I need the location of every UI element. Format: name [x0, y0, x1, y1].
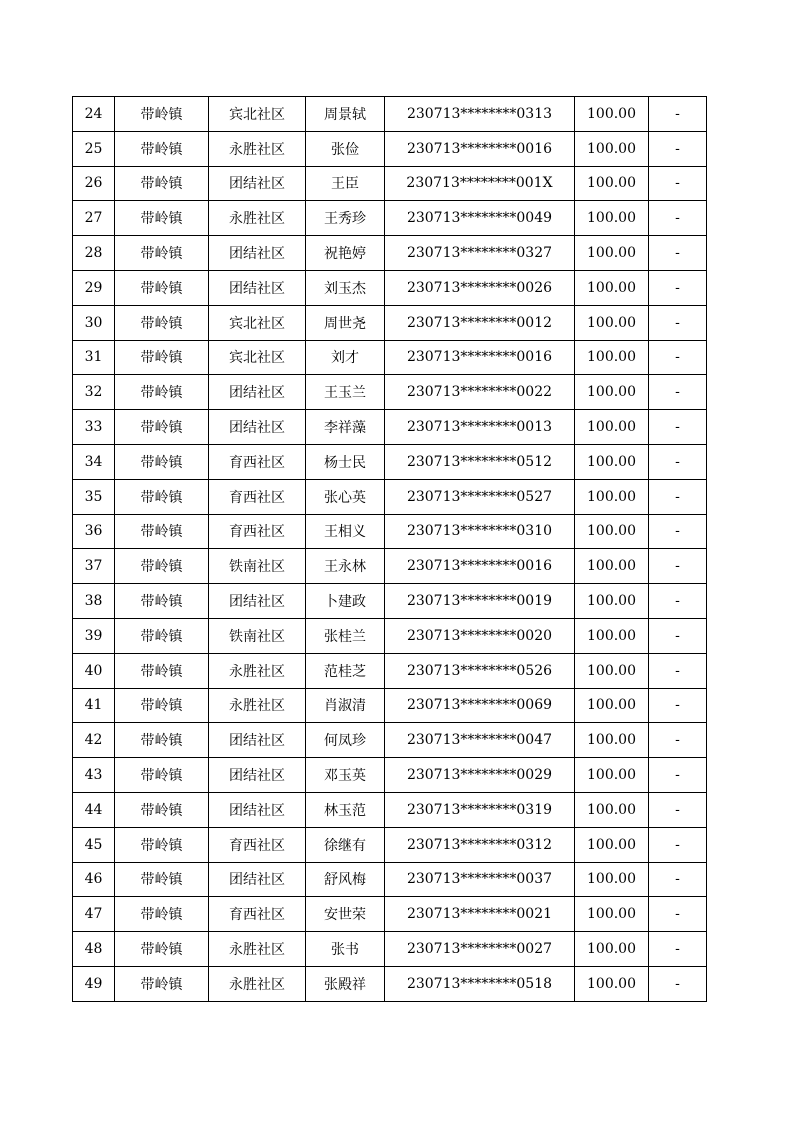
subsidy-roster-table: [72, 96, 707, 1002]
name-cell: 林玉范: [306, 792, 385, 827]
id-number-cell: 230713********0020: [385, 618, 575, 653]
community-cell: 团结社区: [209, 166, 306, 201]
row-number: 28: [73, 236, 115, 271]
table-row: [73, 688, 707, 723]
table-row: [73, 444, 707, 479]
table-row: [73, 966, 707, 1001]
community-cell: 团结社区: [209, 410, 306, 445]
community-cell: 团结社区: [209, 723, 306, 758]
row-number: 29: [73, 270, 115, 305]
row-number: 25: [73, 131, 115, 166]
row-number: 36: [73, 514, 115, 549]
community-cell: 育西社区: [209, 444, 306, 479]
table-row: [73, 479, 707, 514]
row-number: 24: [73, 97, 115, 132]
remark-cell: -: [649, 758, 707, 793]
amount-cell: 100.00: [575, 410, 649, 445]
row-number: 47: [73, 897, 115, 932]
remark-cell: -: [649, 166, 707, 201]
row-number: 44: [73, 792, 115, 827]
id-number-cell: 230713********0069: [385, 688, 575, 723]
town-cell: 带岭镇: [115, 584, 209, 619]
amount-cell: 100.00: [575, 514, 649, 549]
id-number-cell: 230713********0021: [385, 897, 575, 932]
id-number-cell: 230713********0019: [385, 584, 575, 619]
row-number: 33: [73, 410, 115, 445]
town-cell: 带岭镇: [115, 410, 209, 445]
id-number-cell: 230713********0047: [385, 723, 575, 758]
remark-cell: -: [649, 723, 707, 758]
remark-cell: -: [649, 444, 707, 479]
table-row: [73, 549, 707, 584]
roster-body: [73, 97, 707, 1002]
remark-cell: -: [649, 305, 707, 340]
row-number: 32: [73, 375, 115, 410]
id-number-cell: 230713********0029: [385, 758, 575, 793]
remark-cell: -: [649, 375, 707, 410]
town-cell: 带岭镇: [115, 444, 209, 479]
community-cell: 永胜社区: [209, 653, 306, 688]
remark-cell: -: [649, 897, 707, 932]
name-cell: 王秀珍: [306, 201, 385, 236]
name-cell: 祝艳婷: [306, 236, 385, 271]
remark-cell: -: [649, 340, 707, 375]
town-cell: 带岭镇: [115, 827, 209, 862]
community-cell: 育西社区: [209, 514, 306, 549]
amount-cell: 100.00: [575, 618, 649, 653]
town-cell: 带岭镇: [115, 653, 209, 688]
id-number-cell: 230713********0310: [385, 514, 575, 549]
row-number: 41: [73, 688, 115, 723]
id-number-cell: 230713********0012: [385, 305, 575, 340]
remark-cell: -: [649, 932, 707, 967]
id-number-cell: 230713********0016: [385, 131, 575, 166]
id-number-cell: 230713********0013: [385, 410, 575, 445]
table-row: [73, 653, 707, 688]
town-cell: 带岭镇: [115, 479, 209, 514]
row-number: 42: [73, 723, 115, 758]
amount-cell: 100.00: [575, 97, 649, 132]
name-cell: 舒风梅: [306, 862, 385, 897]
name-cell: 王臣: [306, 166, 385, 201]
name-cell: 徐继有: [306, 827, 385, 862]
id-number-cell: 230713********0518: [385, 966, 575, 1001]
community-cell: 育西社区: [209, 897, 306, 932]
name-cell: 刘才: [306, 340, 385, 375]
row-number: 34: [73, 444, 115, 479]
table-row: [73, 932, 707, 967]
amount-cell: 100.00: [575, 792, 649, 827]
remark-cell: -: [649, 584, 707, 619]
community-cell: 团结社区: [209, 584, 306, 619]
id-number-cell: 230713********0037: [385, 862, 575, 897]
table-row: [73, 410, 707, 445]
remark-cell: -: [649, 131, 707, 166]
row-number: 27: [73, 201, 115, 236]
table-row: [73, 514, 707, 549]
town-cell: 带岭镇: [115, 270, 209, 305]
amount-cell: 100.00: [575, 166, 649, 201]
table-row: [73, 897, 707, 932]
amount-cell: 100.00: [575, 758, 649, 793]
community-cell: 团结社区: [209, 862, 306, 897]
town-cell: 带岭镇: [115, 305, 209, 340]
id-number-cell: 230713********001X: [385, 166, 575, 201]
row-number: 38: [73, 584, 115, 619]
community-cell: 团结社区: [209, 236, 306, 271]
row-number: 49: [73, 966, 115, 1001]
id-number-cell: 230713********0016: [385, 549, 575, 584]
community-cell: 永胜社区: [209, 966, 306, 1001]
table-row: [73, 305, 707, 340]
community-cell: 铁南社区: [209, 549, 306, 584]
community-cell: 永胜社区: [209, 131, 306, 166]
remark-cell: -: [649, 688, 707, 723]
id-number-cell: 230713********0327: [385, 236, 575, 271]
name-cell: 王永林: [306, 549, 385, 584]
table-row: [73, 792, 707, 827]
town-cell: 带岭镇: [115, 688, 209, 723]
remark-cell: -: [649, 479, 707, 514]
remark-cell: -: [649, 514, 707, 549]
amount-cell: 100.00: [575, 897, 649, 932]
remark-cell: -: [649, 270, 707, 305]
amount-cell: 100.00: [575, 827, 649, 862]
remark-cell: -: [649, 827, 707, 862]
remark-cell: -: [649, 792, 707, 827]
name-cell: 王玉兰: [306, 375, 385, 410]
town-cell: 带岭镇: [115, 792, 209, 827]
town-cell: 带岭镇: [115, 514, 209, 549]
row-number: 35: [73, 479, 115, 514]
remark-cell: -: [649, 410, 707, 445]
name-cell: 安世荣: [306, 897, 385, 932]
community-cell: 团结社区: [209, 792, 306, 827]
table-row: [73, 584, 707, 619]
remark-cell: -: [649, 966, 707, 1001]
name-cell: 范桂芝: [306, 653, 385, 688]
name-cell: 张殿祥: [306, 966, 385, 1001]
row-number: 31: [73, 340, 115, 375]
amount-cell: 100.00: [575, 932, 649, 967]
community-cell: 永胜社区: [209, 201, 306, 236]
row-number: 30: [73, 305, 115, 340]
id-number-cell: 230713********0022: [385, 375, 575, 410]
remark-cell: -: [649, 236, 707, 271]
id-number-cell: 230713********0026: [385, 270, 575, 305]
table-row: [73, 270, 707, 305]
row-number: 40: [73, 653, 115, 688]
community-cell: 育西社区: [209, 479, 306, 514]
id-number-cell: 230713********0049: [385, 201, 575, 236]
table-row: [73, 166, 707, 201]
id-number-cell: 230713********0527: [385, 479, 575, 514]
amount-cell: 100.00: [575, 862, 649, 897]
community-cell: 育西社区: [209, 827, 306, 862]
name-cell: 张俭: [306, 131, 385, 166]
id-number-cell: 230713********0512: [385, 444, 575, 479]
town-cell: 带岭镇: [115, 340, 209, 375]
table-row: [73, 201, 707, 236]
name-cell: 肖淑清: [306, 688, 385, 723]
town-cell: 带岭镇: [115, 201, 209, 236]
amount-cell: 100.00: [575, 479, 649, 514]
amount-cell: 100.00: [575, 375, 649, 410]
town-cell: 带岭镇: [115, 549, 209, 584]
name-cell: 杨士民: [306, 444, 385, 479]
amount-cell: 100.00: [575, 653, 649, 688]
name-cell: 刘玉杰: [306, 270, 385, 305]
remark-cell: -: [649, 653, 707, 688]
town-cell: 带岭镇: [115, 618, 209, 653]
amount-cell: 100.00: [575, 340, 649, 375]
row-number: 43: [73, 758, 115, 793]
id-number-cell: 230713********0526: [385, 653, 575, 688]
table-row: [73, 236, 707, 271]
community-cell: 团结社区: [209, 375, 306, 410]
community-cell: 宾北社区: [209, 340, 306, 375]
table-row: [73, 862, 707, 897]
name-cell: 卜建政: [306, 584, 385, 619]
remark-cell: -: [649, 618, 707, 653]
name-cell: 张书: [306, 932, 385, 967]
amount-cell: 100.00: [575, 688, 649, 723]
name-cell: 王相义: [306, 514, 385, 549]
row-number: 48: [73, 932, 115, 967]
amount-cell: 100.00: [575, 584, 649, 619]
id-number-cell: 230713********0313: [385, 97, 575, 132]
id-number-cell: 230713********0027: [385, 932, 575, 967]
row-number: 26: [73, 166, 115, 201]
row-number: 45: [73, 827, 115, 862]
town-cell: 带岭镇: [115, 131, 209, 166]
name-cell: 张心英: [306, 479, 385, 514]
community-cell: 永胜社区: [209, 688, 306, 723]
remark-cell: -: [649, 862, 707, 897]
town-cell: 带岭镇: [115, 897, 209, 932]
name-cell: 张桂兰: [306, 618, 385, 653]
amount-cell: 100.00: [575, 236, 649, 271]
table-row: [73, 827, 707, 862]
community-cell: 永胜社区: [209, 932, 306, 967]
town-cell: 带岭镇: [115, 862, 209, 897]
town-cell: 带岭镇: [115, 166, 209, 201]
remark-cell: -: [649, 549, 707, 584]
town-cell: 带岭镇: [115, 932, 209, 967]
id-number-cell: 230713********0312: [385, 827, 575, 862]
amount-cell: 100.00: [575, 131, 649, 166]
community-cell: 铁南社区: [209, 618, 306, 653]
table-row: [73, 758, 707, 793]
amount-cell: 100.00: [575, 444, 649, 479]
name-cell: 周世尧: [306, 305, 385, 340]
town-cell: 带岭镇: [115, 97, 209, 132]
remark-cell: -: [649, 201, 707, 236]
community-cell: 宾北社区: [209, 305, 306, 340]
table-row: [73, 131, 707, 166]
table-row: [73, 375, 707, 410]
amount-cell: 100.00: [575, 201, 649, 236]
amount-cell: 100.00: [575, 305, 649, 340]
amount-cell: 100.00: [575, 549, 649, 584]
table-row: [73, 618, 707, 653]
amount-cell: 100.00: [575, 270, 649, 305]
community-cell: 团结社区: [209, 270, 306, 305]
name-cell: 何凤珍: [306, 723, 385, 758]
table-row: [73, 340, 707, 375]
remark-cell: -: [649, 97, 707, 132]
table-row: [73, 97, 707, 132]
town-cell: 带岭镇: [115, 758, 209, 793]
id-number-cell: 230713********0319: [385, 792, 575, 827]
id-number-cell: 230713********0016: [385, 340, 575, 375]
row-number: 39: [73, 618, 115, 653]
community-cell: 团结社区: [209, 758, 306, 793]
community-cell: 宾北社区: [209, 97, 306, 132]
row-number: 37: [73, 549, 115, 584]
name-cell: 李祥藻: [306, 410, 385, 445]
amount-cell: 100.00: [575, 966, 649, 1001]
town-cell: 带岭镇: [115, 236, 209, 271]
row-number: 46: [73, 862, 115, 897]
town-cell: 带岭镇: [115, 723, 209, 758]
table-row: [73, 723, 707, 758]
name-cell: 邓玉英: [306, 758, 385, 793]
town-cell: 带岭镇: [115, 375, 209, 410]
town-cell: 带岭镇: [115, 966, 209, 1001]
amount-cell: 100.00: [575, 723, 649, 758]
name-cell: 周景轼: [306, 97, 385, 132]
